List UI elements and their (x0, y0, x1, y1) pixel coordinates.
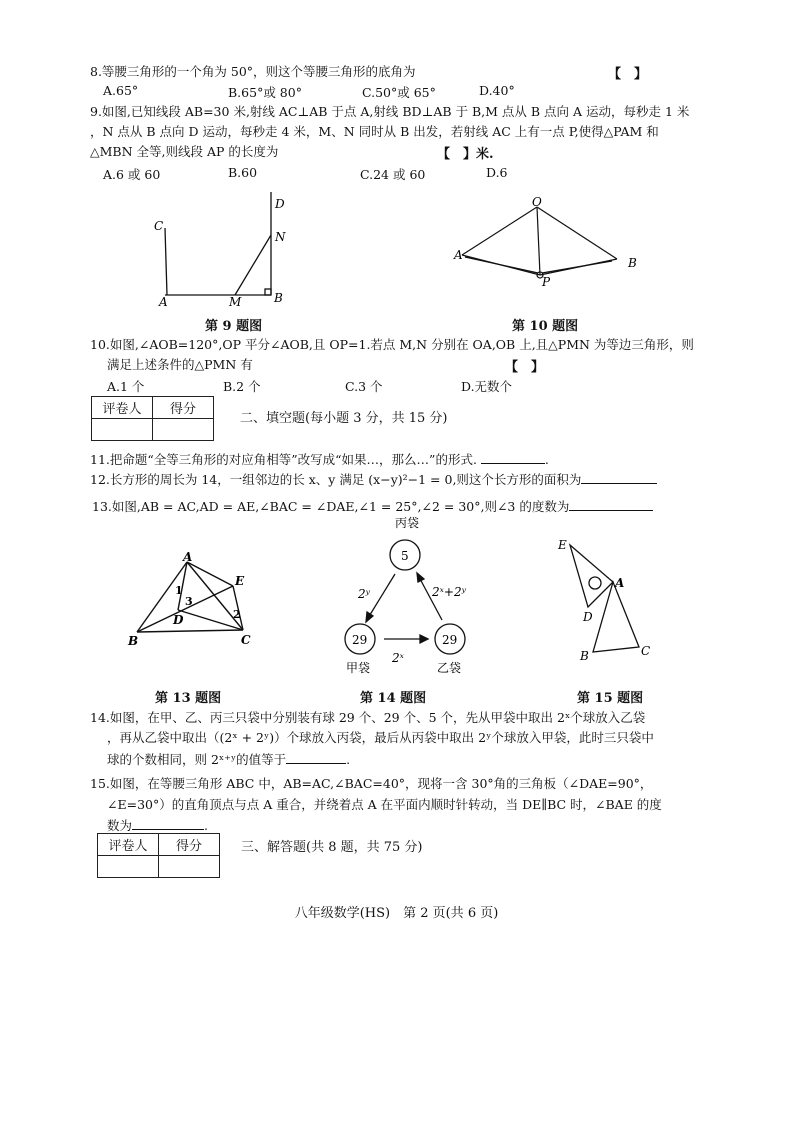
score-table-section-3 (97, 833, 220, 878)
q12-text-content: 12.长方形的周长为 14，一组邻边的长 x、y 满足 (x−y)²−1 = 0,则这个长方形的面积为 (90, 472, 582, 487)
figure-14-caption: 第 14 题图 (360, 691, 427, 706)
segment-pm-shadow (465, 257, 538, 273)
fig9-label-m: M (229, 295, 242, 309)
right-angle-mark (265, 289, 271, 295)
figure-15-caption: 第 15 题图 (577, 691, 644, 706)
figure-13-caption: 第 13 题图 (155, 691, 222, 706)
q10-option-b: B.2 个 (223, 379, 261, 394)
q15-line3-content: 数为 (107, 818, 133, 833)
q14-line3-content: 球的个数相同，则 2ˣ⁺ʸ的值等于 (107, 752, 287, 767)
fig15-label-e: E (558, 538, 567, 552)
fig13-label-e: E (235, 574, 245, 588)
fig14-yi-label: 乙袋 (437, 661, 462, 675)
q10-answer-bracket: 【 】 (505, 360, 545, 375)
segment-ae (187, 562, 233, 586)
q8-option-b: B.65°或 80° (228, 85, 302, 100)
q12-answer-blank[interactable] (581, 471, 657, 484)
figure-10 (452, 195, 642, 295)
fig13-angle-2: 2 (233, 608, 241, 621)
score-table-score-cell[interactable] (153, 419, 214, 441)
fig14-jia-value: 29 (352, 633, 368, 647)
figure-15 (555, 535, 665, 665)
fig15-label-a: A (615, 576, 625, 590)
fig9-label-n: N (275, 230, 286, 244)
fig10-label-p: P (542, 275, 551, 289)
q10-line2: 满足上述条件的△PMN 有 (107, 357, 253, 372)
fig14-label-jia-yi: 2ˣ (392, 651, 404, 665)
segment-pn-shadow (542, 261, 612, 273)
q8-answer-bracket: 【 】 (608, 67, 648, 82)
figure-9 (145, 188, 295, 310)
score-table-grader-cell[interactable] (98, 856, 159, 878)
figure-13 (125, 550, 255, 650)
fig14-arrow-bing-jia (368, 574, 395, 618)
section-3-title: 三、解答题(共 8 题，共 75 分) (241, 840, 423, 855)
segment-be (137, 586, 233, 632)
fig9-label-c: C (154, 219, 164, 233)
segment-mn (235, 235, 271, 295)
side-bc (137, 630, 243, 632)
page-footer: 八年级数学(HS) 第 2 页(共 6 页) (294, 906, 499, 921)
q9-answer-bracket: 【 】米. (437, 147, 494, 162)
fig13-angle-3: 3 (185, 595, 193, 608)
fig13-label-a: A (183, 550, 193, 564)
fig14-label-yi-bing: 2ˣ+2ʸ (432, 585, 466, 599)
fig14-bing-value: 5 (401, 549, 409, 563)
fig14-arrowhead-jia-yi (420, 635, 428, 643)
q14-line3: 球的个数相同，则 2ˣ⁺ʸ的值等于 . (107, 752, 351, 767)
score-table-grader-header: 评卷人 (92, 397, 153, 419)
figure-10-caption: 第 10 题图 (512, 319, 579, 334)
q10-option-c: C.3 个 (345, 379, 383, 394)
fig15-label-d: D (583, 610, 593, 624)
q14-line2: ，再从乙袋中取出（(2ˣ + 2ʸ)）个球放入丙袋，最后从丙袋中取出 2ʸ个球放入甲袋，此时三只袋中 (107, 730, 654, 745)
ray-ob (537, 207, 617, 259)
q9-option-d: D.6 (486, 165, 508, 180)
q9-option-c: C.24 或 60 (360, 167, 426, 182)
bisector-op (537, 207, 540, 275)
score-table-section-2 (91, 396, 214, 441)
ray-ac (165, 228, 167, 295)
fig15-label-b: B (580, 649, 589, 663)
q14-line1: 14.如图，在甲、乙、丙三只袋中分别装有球 29 个、29 个、5 个，先从甲袋中取出 2ˣ个球放入乙袋 (90, 710, 646, 725)
q11-answer-blank[interactable] (481, 451, 545, 464)
q9-line2: ，N 点从 B 点向 D 运动，每秒走 4 米，M、N 同时从 B 出发，若射线 AC 上有一点 P,使得△PAM 和 (90, 124, 659, 139)
q15-line3: 数为 . (107, 818, 208, 833)
fig14-yi-value: 29 (442, 633, 458, 647)
fig14-bing-label: 丙袋 (395, 516, 420, 530)
q15-line1: 15.如图，在等腰三角形 ABC 中，AB=AC,∠BAC=40°，现将一含 30°角的三角板（∠DAE=90°， (90, 776, 653, 791)
fig13-label-b: B (128, 634, 139, 648)
figure-14 (330, 512, 490, 682)
fig9-label-d: D (275, 197, 285, 211)
fig13-label-d: D (173, 613, 184, 627)
q11-text-content: 11.把命题“全等三角形的对应角相等”改写成“如果…，那么…”的形式. (90, 452, 477, 467)
fig9-label-a: A (159, 295, 168, 309)
fig13-label-c: C (241, 633, 251, 647)
score-table-score-cell[interactable] (159, 856, 220, 878)
fig14-label-bing-jia: 2ʸ (358, 587, 370, 601)
fig10-label-b: B (628, 256, 637, 270)
score-table-grader-cell[interactable] (92, 419, 153, 441)
ray-oa (462, 207, 537, 255)
q10-option-d: D.无数个 (461, 379, 513, 394)
fig14-jia-label: 甲袋 (346, 661, 371, 675)
q14-answer-blank[interactable] (286, 751, 346, 764)
fig15-label-c: C (641, 644, 651, 658)
q10-line1: 10.如图,∠AOB=120°,OP 平分∠AOB,且 OP=1.若点 M,N 分别在 OA,OB 上,且△PMN 为等边三角形，则 (90, 337, 694, 352)
q8-option-d: D.40° (479, 83, 515, 98)
q9-line3: △MBN 全等,则线段 AP 的长度为 (90, 144, 279, 159)
fig10-label-o: O (532, 195, 542, 209)
q8-text: 8.等腰三角形的一个角为 50°，则这个等腰三角形的底角为 (90, 64, 416, 79)
fig9-label-b: B (274, 291, 283, 305)
score-table-score-header: 得分 (159, 834, 220, 856)
q15-answer-blank[interactable] (132, 817, 204, 830)
score-table-score-header: 得分 (153, 397, 214, 419)
q13-answer-blank[interactable] (569, 498, 653, 511)
fig15-triangle-ade (570, 545, 613, 607)
section-2-title: 二、填空题(每小题 3 分，共 15 分) (240, 411, 448, 426)
fig13-angle-1: 1 (175, 584, 183, 597)
score-table-grader-header: 评卷人 (98, 834, 159, 856)
q9-line1: 9.如图,已知线段 AB=30 米,射线 AC⊥AB 于点 A,射线 BD⊥AB 于 B,M 点从 B 点向 A 运动，每秒走 1 米 (90, 104, 690, 119)
fig14-arrowhead-yi-bing (417, 573, 424, 582)
figure-9-caption: 第 9 题图 (205, 319, 263, 334)
q11-text: 11.把命题“全等三角形的对应角相等”改写成“如果…，那么…”的形式. . (90, 452, 549, 467)
fig15-triangle-abc (593, 582, 639, 652)
fig10-label-a: A (454, 248, 463, 262)
q9-option-a: A.6 或 60 (103, 167, 161, 182)
fig14-arrowhead-bing-jia (366, 612, 373, 622)
q12-text (90, 471, 657, 488)
q8-option-c: C.50°或 65° (362, 85, 436, 100)
q9-option-b: B.60 (228, 165, 258, 180)
q15-line2: ∠E=30°）的直角顶点与点 A 重合，并绕着点 A 在平面内顺时针转动，当 DE∥BC 时，∠BAE 的度 (107, 797, 662, 812)
q8-option-a: A.65° (103, 83, 139, 98)
fig15-hole (589, 577, 601, 589)
q10-option-a: A.1 个 (107, 379, 145, 394)
q13-text-content: 13.如图,AB = AC,AD = AE,∠BAC = ∠DAE,∠1 = 25°,∠2 = 30°,则∠3 的度数为 (92, 499, 570, 514)
